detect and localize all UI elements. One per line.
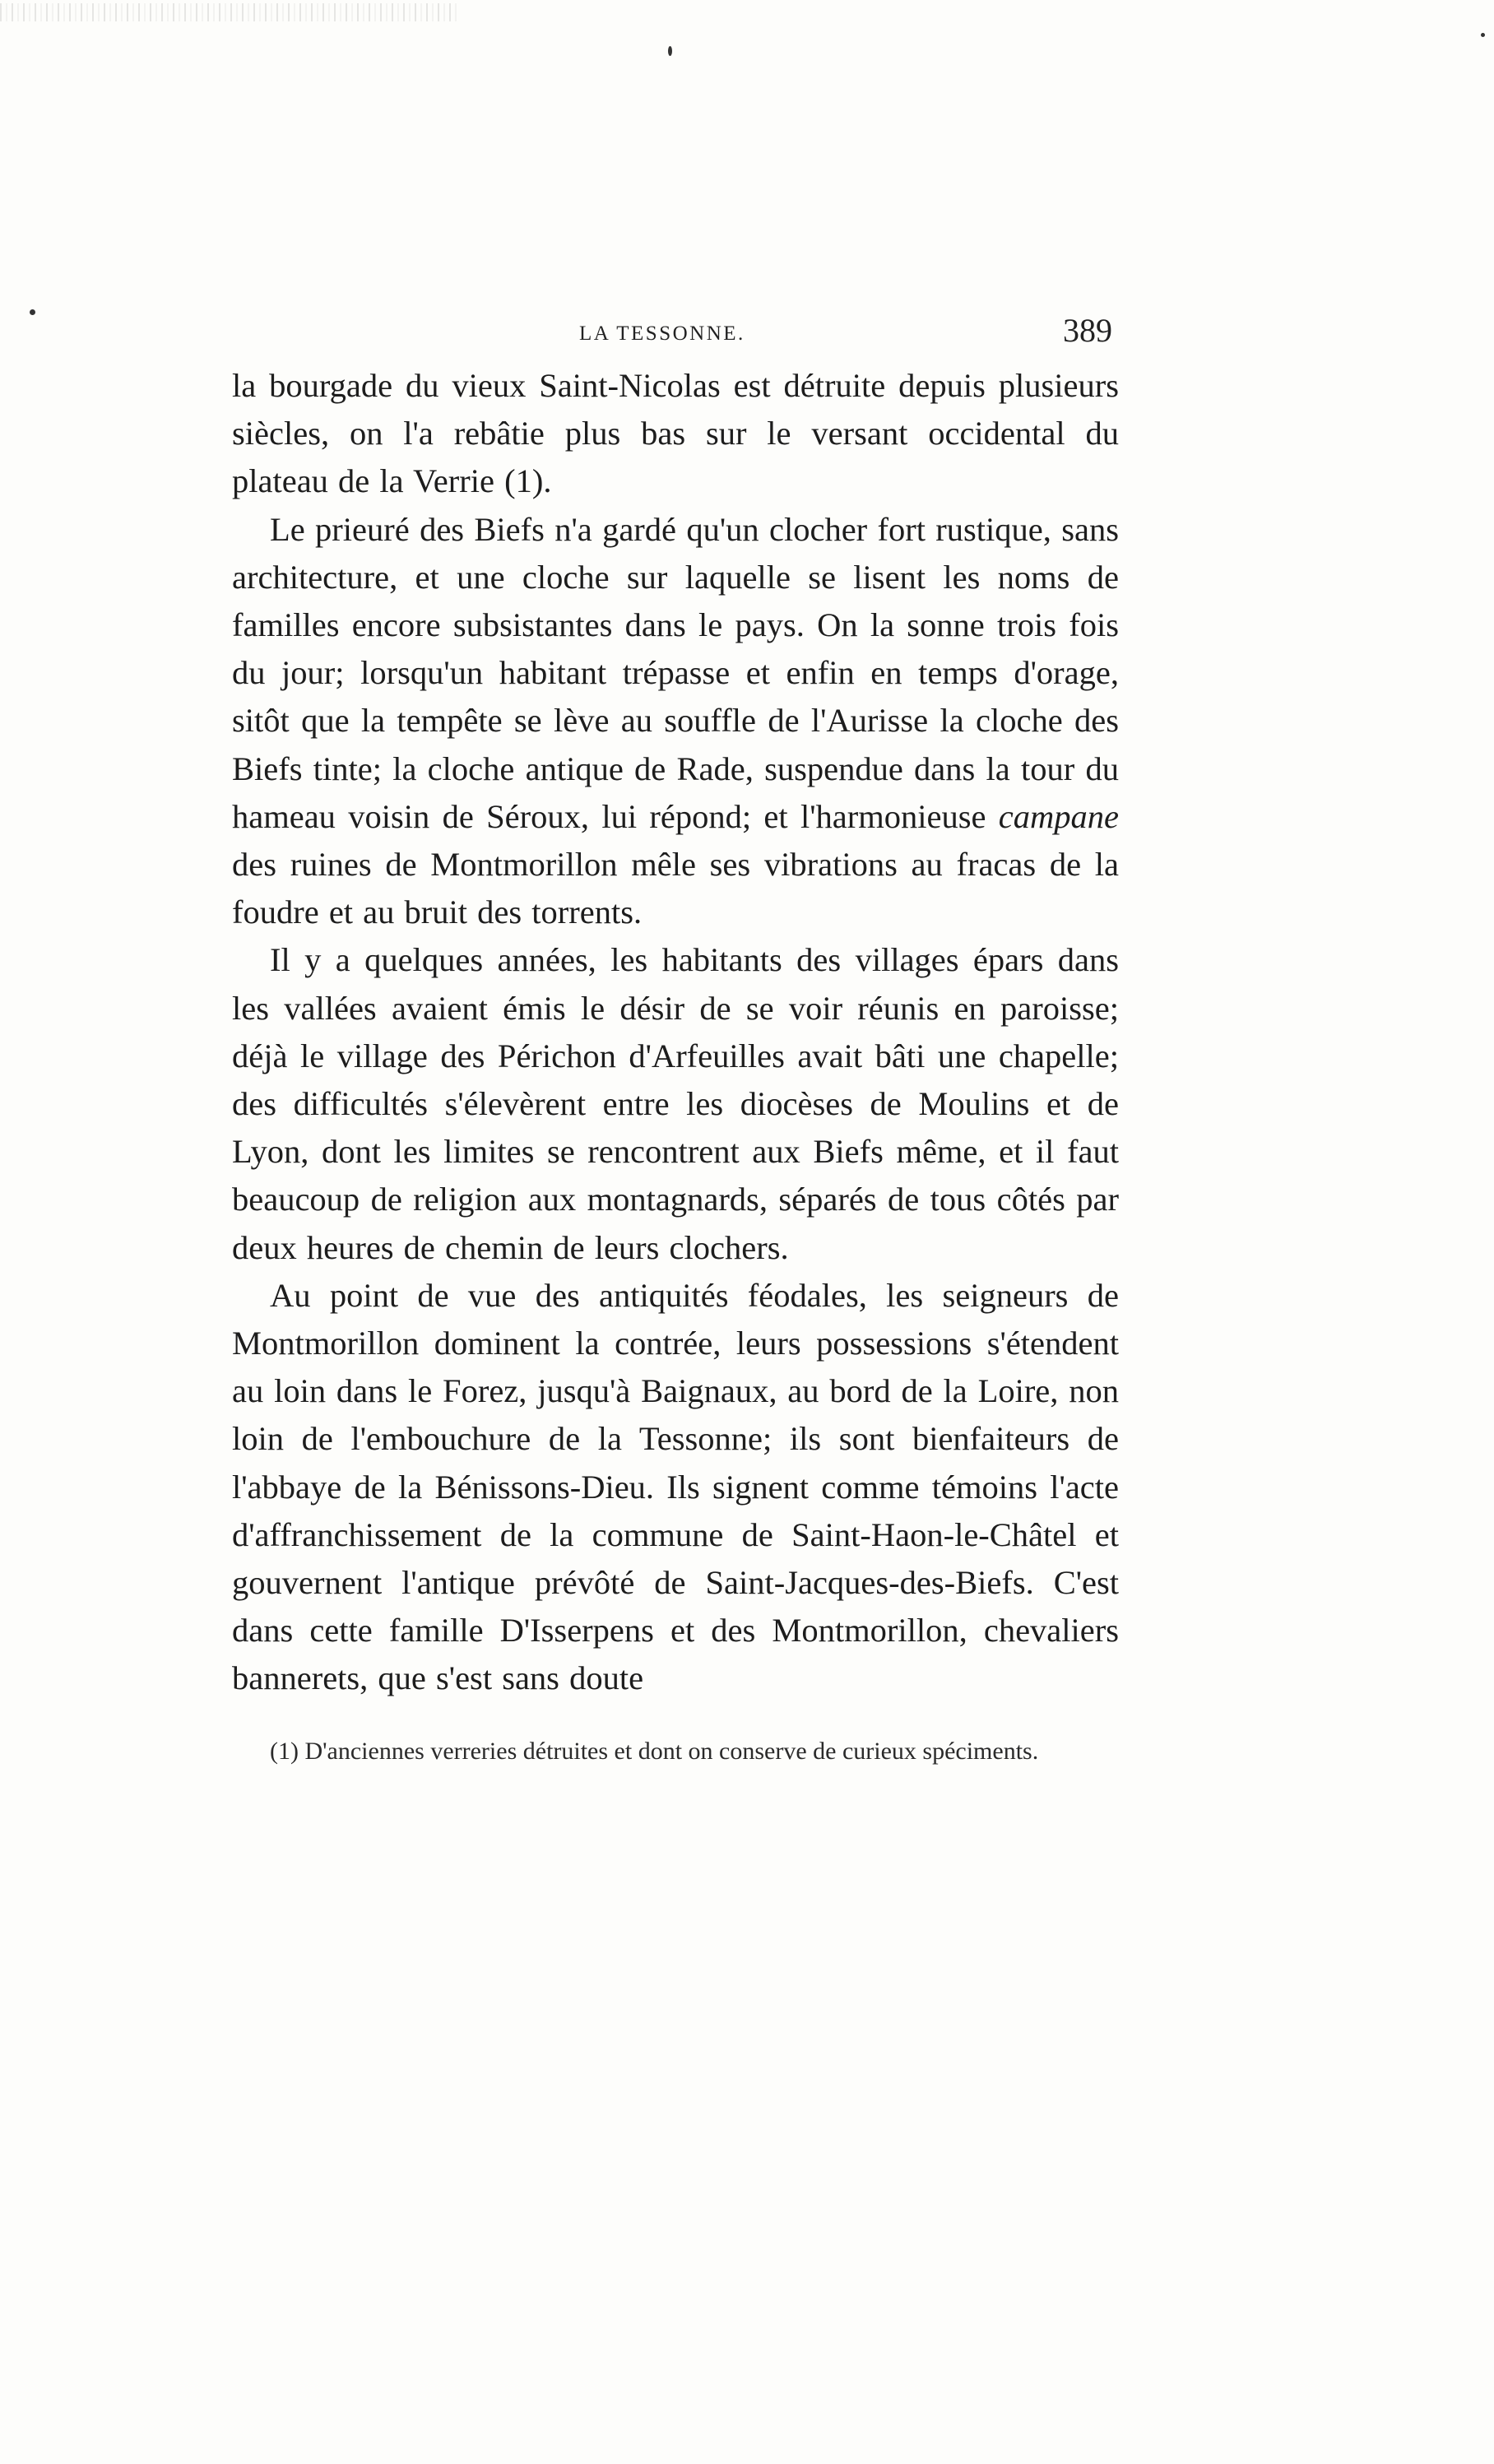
page-header xyxy=(232,311,1119,362)
scan-border-noise xyxy=(0,3,461,21)
scan-speck xyxy=(1481,33,1485,37)
paragraph-2-text-b: des ruines de Montmorillon mêle ses vibrations au fracas de la foudre et au bruit des torrents. xyxy=(232,846,1119,931)
paragraph-4-text: Au point de vue des antiquités féodales, les seigneurs de Montmorillon dominent la contrée, leurs possessions s'étendent au loin dans le Forez, jusqu'à Baignaux, au bord de la Loire, non loin de l'embouchure de la Tessonne; ils sont bienfaiteurs de l'abbaye de la Bénissons-Dieu. Ils signent comme témoins l'acte d'affranchissement de la commune de Saint-Haon-le-Châtel et gouvernent l'antique prévôté de Saint-Jacques-des-Biefs. C'est dans cette famille D'Isserpens et des Montmorillon, chevaliers bannerets, que s'est sans doute xyxy=(232,1276,1119,1697)
paragraph-1 xyxy=(232,362,1119,506)
page-number: 389 xyxy=(1063,312,1112,349)
paragraph-3-text: Il y a quelques années, les habitants des villages épars dans les vallées avaient émis le désir de se voir réunis en paroisse; déjà le village des Périchon d'Arfeuilles avait bâti une chapelle; des difficultés s'élevèrent entre les diocèses de Moulins et de Lyon, dont les limites se rencontrent aux Biefs même, et il faut beaucoup de religion aux montagnards, séparés de tous côtés par deux heures de chemin de leurs clochers. xyxy=(232,941,1119,1266)
scan-speck xyxy=(668,46,672,56)
paragraph-2-text-a: Le prieuré des Biefs n'a gardé qu'un clocher fort rustique, sans architecture, et une cloche sur laquelle se lisent les noms de familles encore subsistantes dans le pays. On la sonne trois fois du jour; lorsqu'un habitant trépasse et enfin en temps d'orage, sitôt que la tempête se lève au souffle de l'Aurisse la cloche des Biefs tinte; la cloche antique de Rade, suspendue dans la tour du hameau voisin de Séroux, lui répond; et l'harmonieuse xyxy=(232,510,1119,835)
footnote: (1) D'anciennes verreries détruites et dont on conserve de curieux spéciments. xyxy=(270,1737,1039,1765)
paragraph-3 xyxy=(232,936,1119,1271)
paragraph-1-text: la bourgade du vieux Saint-Nicolas est détruite depuis plusieurs siècles, on l'a rebâtie plus bas sur le versant occidental du plateau de la Verrie (1). xyxy=(232,367,1119,500)
paragraph-4 xyxy=(232,1272,1119,1703)
book-page xyxy=(232,311,1119,1770)
scan-speck xyxy=(30,309,35,315)
running-title: LA TESSONNE. xyxy=(579,323,745,345)
italic-word: campane xyxy=(998,797,1119,835)
paragraph-2 xyxy=(232,506,1119,937)
main-text xyxy=(232,362,1119,1703)
